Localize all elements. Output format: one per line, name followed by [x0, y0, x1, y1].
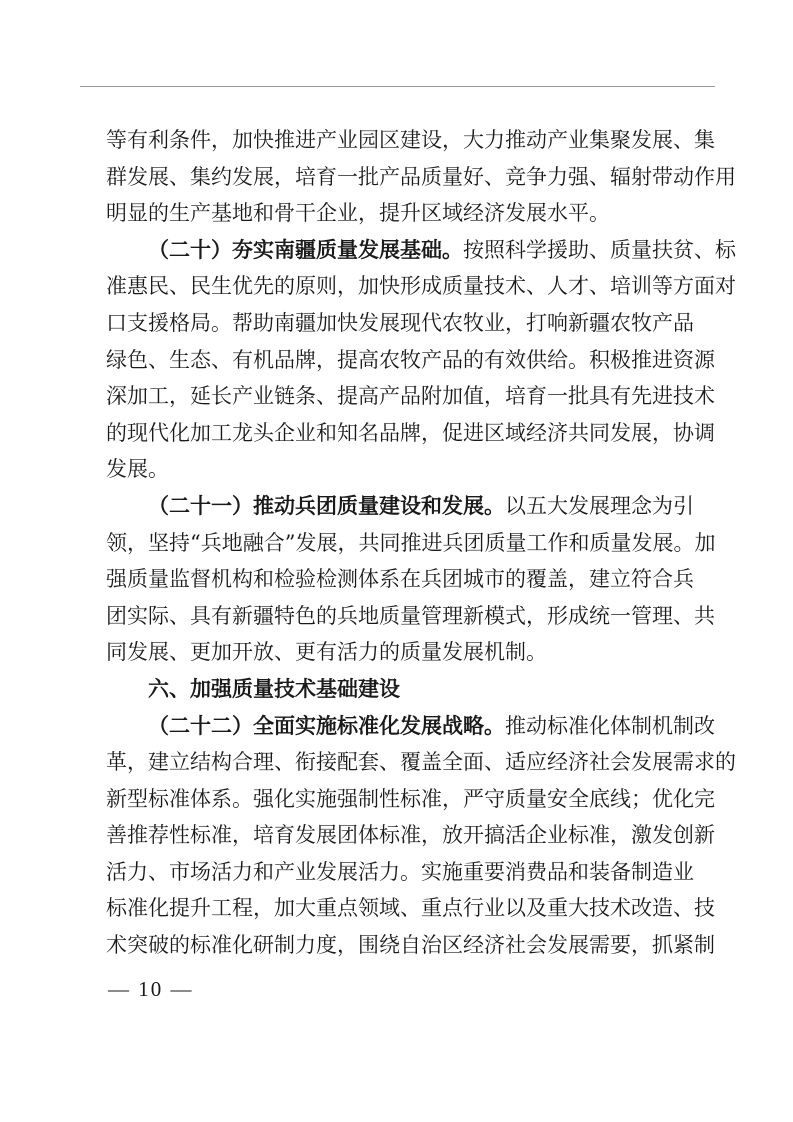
- text-line: 发展。: [106, 457, 169, 482]
- text-line: 标准化提升工程，加大重点领域、重点行业以及重大技术改造、技: [106, 896, 715, 921]
- text-line: 口支援格局。帮助南疆加快发展现代农牧业，打响新疆农牧产品: [106, 310, 694, 335]
- page-number: — 10 —: [108, 977, 194, 1001]
- text-line: 群发展、集约发展，培育一批产品质量好、竞争力强、辐射带动作用: [106, 164, 736, 189]
- text-line: 领，坚持“兵地融合”发展，共同推进兵团质量工作和质量发展。加: [106, 530, 716, 555]
- text-line: 活力、市场活力和产业发展活力。实施重要消费品和装备制造业: [106, 859, 694, 884]
- chapter-heading: 六、加强质量技术基础建设: [148, 675, 400, 701]
- section-text: 以五大发展理念为引: [505, 493, 694, 518]
- section-text: 推动标准化体制机制改: [505, 713, 715, 738]
- section-lead: （二十）夯实南疆质量发展基础。: [148, 236, 463, 262]
- paragraph-section-21: [106, 488, 716, 671]
- section-lead: （二十二）全面实施标准化发展战略。: [148, 712, 505, 738]
- text-line: 术突破的标准化研制力度，围绕自治区经济社会发展需要，抓紧制: [106, 933, 715, 958]
- text-line: 准惠民、民生优先的原则，加快形成质量技术、人才、培训等方面对: [106, 274, 736, 299]
- text-line: 的现代化加工龙头企业和知名品牌，促进区域经济共同发展，协调: [106, 420, 715, 445]
- text-line: [106, 488, 694, 525]
- text-line: 革，建立结构合理、衔接配套、覆盖全面、适应经济社会发展需求的: [106, 750, 736, 775]
- text-line: [106, 708, 715, 745]
- text-line: 同发展、更加开放、更有活力的质量发展机制。: [106, 640, 547, 665]
- text-line: 绿色、生态、有机品牌，提高农牧产品的有效供给。积极推进资源: [106, 347, 715, 372]
- text-line: 团实际、具有新疆特色的兵地质量管理新模式，形成统一管理、共: [106, 603, 715, 628]
- section-text: 按照科学援助、质量扶贫、标: [463, 237, 736, 262]
- section-lead: （二十一）推动兵团质量建设和发展。: [148, 492, 505, 518]
- text-line: 等有利条件，加快推进产业园区建设，大力推动产业集聚发展、集: [106, 128, 715, 152]
- chapter-heading-block: [106, 671, 690, 708]
- header-rule: [80, 86, 715, 87]
- document-body: [106, 122, 736, 964]
- paragraph-section-20: [106, 232, 736, 488]
- text-line: 善推荐性标准，培育发展团体标准，放开搞活企业标准，激发创新: [106, 823, 715, 848]
- text-line: 明显的生产基地和骨干企业，提升区域经济发展水平。: [106, 201, 610, 226]
- paragraph-continued: [106, 122, 736, 232]
- text-line: 新型标准体系。强化实施强制性标准，严守质量安全底线；优化完: [106, 786, 715, 811]
- paragraph-section-22: [106, 708, 736, 964]
- text-line: 强质量监督机构和检验检测体系在兵团城市的覆盖，建立符合兵: [106, 567, 694, 592]
- text-line: [106, 232, 736, 269]
- text-line: 深加工，延长产业链条、提高产品附加值，培育一批具有先进技术: [106, 384, 715, 409]
